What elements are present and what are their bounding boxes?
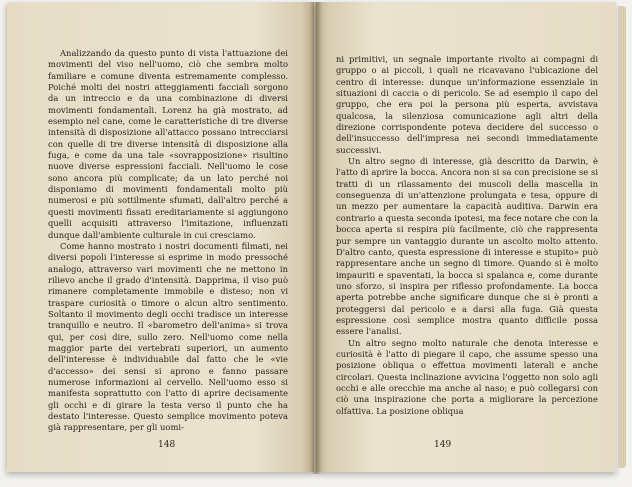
left-page-edge	[6, 6, 7, 468]
page-number: 149	[434, 440, 452, 450]
page-number: 148	[158, 440, 176, 450]
paragraph: Come hanno mostrato i nostri documenti filmati, nei diversi popoli l'interesse si esprime in modo pressoché analogo, attraverso vari movimenti che ne mettono in rilievo anche il grado d'intensità. Dapprima, il viso può rimanere completamente immobile e disteso; non vi traspare curiosità o timore o alcun altro sentimento. Soltanto il movimento degli occhi tradisce un interesse tranquillo e neutro. Il «barometro dell'anima» si trova qui, per così dire, sullo zero. Nell'uomo come nella maggior parte dei vertebrati superiori, un aumento dell'interesse è individuabile dal fatto che le «vie d'accesso» dei sensi si aprono e fanno passare numerose informazioni al cervello. Nell'uomo esso si manifesta soprattutto con l'atto di aprire decisamente gli occhi e di girare la testa verso il punto che ha destato l'interesse. Questo semplice movimento poteva già rappresentare, per gli uomi-	[48, 240, 288, 433]
paragraph: Analizzando da questo punto di vista l'attuazione dei movimenti del viso nell'uomo, ciò che sembra molto familiare e comune diventa estremamente complesso. Poiché molti dei nostri atteggiamenti facciali sorgono da un intreccio e da una combinazione di diversi movimenti fondamentali. Lorenz ha già mostrato, ad esempio nel cane, come le caratteristiche di tre diverse intensità di disposizione all'attacco possano intrecciarsi con quelle di tre diverse intensità di disposizione alla fuga, e come da una tale «sovrapposizione» risultino nuove diverse espressioni facciali. Nell'uomo le cose sono ancora più complicate; da un lato perché noi disponiamo di movimenti fondamentali molto più numerosi e più sottilmente sfumati, dall'altro perché a questi movimenti fissati ereditariamente si aggiungono quelli acquisiti attraverso l'imitazione, influenzati dunque dall'ambiente culturale in cui cresciamo.	[48, 48, 288, 240]
left-page-text	[48, 48, 288, 434]
left-page	[6, 2, 314, 472]
right-page	[316, 2, 616, 472]
right-page-edge	[618, 6, 626, 468]
book-gutter	[310, 2, 322, 474]
paragraph: ni primitivi, un segnale importante rivolto ai compagni di gruppo o ai piccoli, i quali ne ricavavano l'ubicazione del centro di interesse: dunque un'informazione essenziale in situazioni di caccia o di pericolo. Se ad esempio il capo del gruppo, che era poi la persona più esperta, avvistava qualcosa, la silenziosa comunicazione agli altri della direzione corrispondente poteva decidere del successo o dell'insuccesso dell'impresa nei secondi immediatamente successivi.	[336, 54, 598, 155]
paragraph: Un altro segno di interesse, già descritto da Darwin, è l'atto di aprire la bocca. Ancora non si sa con precisione se si tratti di un rilassamento dei muscoli della mascella in conseguenza di un'attenzione prolungata e tesa, oppure di un mezzo per aumentare la capacità auditiva. Darwin era contrario a questa seconda ipotesi, ma fece notare che con la bocca aperta si respira più facilmente, ciò che rappresenta pur sempre un vantaggio durante un ascolto molto attento. D'altro canto, questa espressione di interesse e stupito» può rappresentare anche un segno di timore. Quando si è molto impauriti e spaventati, la bocca si spalanca e, come durante uno sforzo, si inspira per riflesso profondamente. La bocca aperta potrebbe anche significare dunque che si è pronti a proteggersi dal pericolo e a darsi alla fuga. Già questa espressione così semplice mostra quanto difficile possa essere l'analisi.	[336, 156, 598, 337]
open-book	[6, 2, 626, 484]
right-page-text	[336, 54, 598, 417]
paragraph: Un altro segno molto naturale che denota interesse e curiosità è l'atto di piegare il capo, che assume spesso una posizione obliqua o effettua movimenti laterali e anche circolari. Questa inclinazione avvicina l'oggetto non solo agli occhi e alle orecchie ma anche al naso; e può collegarsi con ciò una inspirazione che porta a migliorare la percezione olfattiva. La posizione obliqua	[336, 337, 598, 416]
